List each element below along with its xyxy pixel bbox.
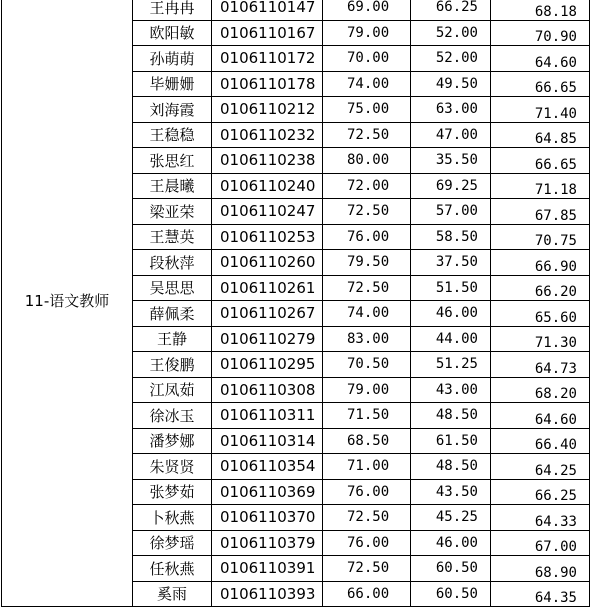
written-score: 76.00 [323,224,411,250]
candidate-name: 梁亚荣 [133,199,212,225]
candidate-name: 张梦茹 [133,479,212,505]
exam-number: 0106110232 [212,122,323,148]
exam-number: 0106110393 [212,581,323,607]
exam-number: 0106110238 [212,148,323,174]
interview-score: 63.00 [411,97,491,123]
interview-score: 43.50 [411,479,491,505]
written-score: 71.00 [323,454,411,480]
exam-number: 0106110167 [212,20,323,46]
interview-score: 46.00 [411,301,491,327]
interview-score: 52.00 [411,20,491,46]
candidate-name: 刘海霞 [133,97,212,123]
written-score: 79.00 [323,377,411,403]
candidate-name: 王晨曦 [133,173,212,199]
written-score: 80.00 [323,148,411,174]
exam-number: 0106110240 [212,173,323,199]
total-score: 64.85 [491,122,590,148]
candidate-name: 任秋燕 [133,556,212,582]
exam-number: 0106110147 [212,0,323,20]
total-score: 68.18 [491,0,590,20]
written-score: 72.50 [323,275,411,301]
total-score: 67.00 [491,530,590,556]
candidate-name: 薛佩柔 [133,301,212,327]
total-score: 71.18 [491,173,590,199]
candidate-name: 欧阳敏 [133,20,212,46]
exam-number: 0106110279 [212,326,323,352]
total-score: 66.65 [491,71,590,97]
written-score: 72.50 [323,199,411,225]
written-score: 72.50 [323,122,411,148]
written-score: 83.00 [323,326,411,352]
interview-score: 52.00 [411,46,491,72]
total-score: 64.60 [491,46,590,72]
total-score: 66.25 [491,479,590,505]
interview-score: 49.50 [411,71,491,97]
exam-number: 0106110172 [212,46,323,72]
written-score: 68.50 [323,428,411,454]
interview-score: 43.00 [411,377,491,403]
total-score: 71.30 [491,326,590,352]
exam-number: 0106110311 [212,403,323,429]
written-score: 79.50 [323,250,411,276]
total-score: 66.20 [491,275,590,301]
position-group-cell: 11-语文教师 [2,0,133,607]
interview-score: 46.00 [411,530,491,556]
total-score: 64.73 [491,352,590,378]
exam-number: 0106110212 [212,97,323,123]
interview-score: 35.50 [411,148,491,174]
written-score: 76.00 [323,530,411,556]
candidate-name: 王慧英 [133,224,212,250]
written-score: 76.00 [323,479,411,505]
total-score: 71.40 [491,97,590,123]
exam-number: 0106110314 [212,428,323,454]
total-score: 66.65 [491,148,590,174]
interview-score: 60.50 [411,556,491,582]
total-score: 70.90 [491,20,590,46]
exam-number: 0106110308 [212,377,323,403]
candidate-name: 段秋萍 [133,250,212,276]
written-score: 70.00 [323,46,411,72]
candidate-name: 潘梦娜 [133,428,212,454]
interview-score: 51.25 [411,352,491,378]
candidate-name: 朱贤贤 [133,454,212,480]
candidate-name: 王冉冉 [133,0,212,20]
exam-number: 0106110354 [212,454,323,480]
exam-number: 0106110260 [212,250,323,276]
written-score: 71.50 [323,403,411,429]
exam-number: 0106110369 [212,479,323,505]
written-score: 79.00 [323,20,411,46]
candidate-name: 卜秋燕 [133,505,212,531]
total-score: 64.60 [491,403,590,429]
interview-score: 60.50 [411,581,491,607]
interview-score: 45.25 [411,505,491,531]
interview-score: 48.50 [411,403,491,429]
exam-number: 0106110391 [212,556,323,582]
exam-number: 0106110295 [212,352,323,378]
candidate-name: 毕姗姗 [133,71,212,97]
interview-score: 51.50 [411,275,491,301]
written-score: 72.50 [323,556,411,582]
candidate-name: 江凤茹 [133,377,212,403]
total-score: 68.90 [491,556,590,582]
total-score: 66.90 [491,250,590,276]
candidate-name: 吴思思 [133,275,212,301]
candidate-name: 徐冰玉 [133,403,212,429]
score-table [1,0,590,607]
exam-number: 0106110253 [212,224,323,250]
total-score: 70.75 [491,224,590,250]
total-score: 64.33 [491,505,590,531]
interview-score: 66.25 [411,0,491,20]
total-score: 67.85 [491,199,590,225]
interview-score: 57.00 [411,199,491,225]
candidate-name: 王俊鹏 [133,352,212,378]
interview-score: 37.50 [411,250,491,276]
written-score: 72.00 [323,173,411,199]
written-score: 66.00 [323,581,411,607]
written-score: 74.00 [323,71,411,97]
exam-number: 0106110247 [212,199,323,225]
candidate-name: 奚雨 [133,581,212,607]
interview-score: 48.50 [411,454,491,480]
candidate-name: 张思红 [133,148,212,174]
exam-number: 0106110370 [212,505,323,531]
written-score: 72.50 [323,505,411,531]
total-score: 64.35 [491,581,590,607]
candidate-name: 王静 [133,326,212,352]
exam-number: 0106110261 [212,275,323,301]
total-score: 65.60 [491,301,590,327]
interview-score: 58.50 [411,224,491,250]
total-score: 68.20 [491,377,590,403]
written-score: 69.00 [323,0,411,20]
candidate-name: 王稳稳 [133,122,212,148]
score-table-body [2,0,590,607]
interview-score: 44.00 [411,326,491,352]
total-score: 66.40 [491,428,590,454]
exam-number: 0106110379 [212,530,323,556]
interview-score: 47.00 [411,122,491,148]
written-score: 75.00 [323,97,411,123]
interview-score: 61.50 [411,428,491,454]
interview-score: 69.25 [411,173,491,199]
table-row [2,0,590,20]
exam-number: 0106110267 [212,301,323,327]
written-score: 70.50 [323,352,411,378]
candidate-name: 孙萌萌 [133,46,212,72]
total-score: 64.25 [491,454,590,480]
exam-number: 0106110178 [212,71,323,97]
candidate-name: 徐梦瑶 [133,530,212,556]
written-score: 74.00 [323,301,411,327]
